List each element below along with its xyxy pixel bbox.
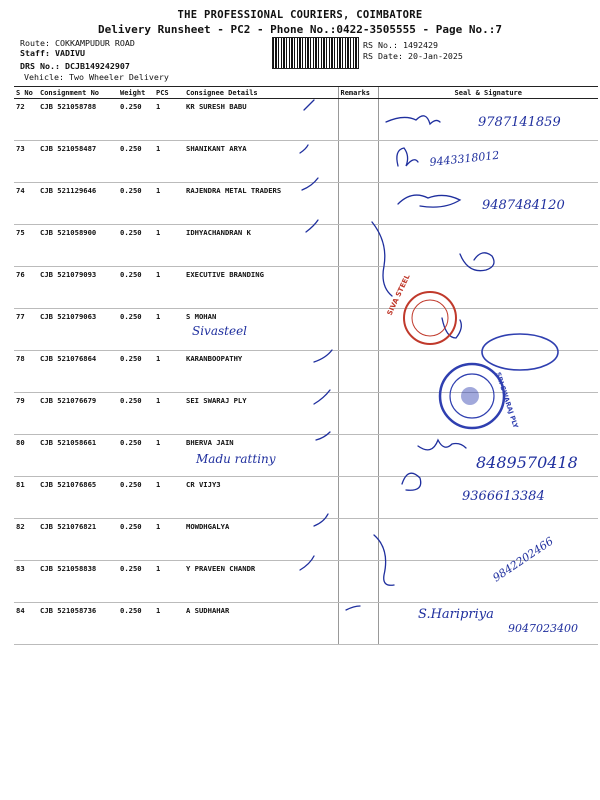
consignment-cell: CJB 521076821: [38, 519, 118, 561]
weight-cell: 0.250: [118, 603, 154, 645]
pcs-cell: 1: [154, 351, 184, 393]
handwritten-name: S.Haripriya: [418, 607, 494, 622]
weight-cell: 0.250: [118, 561, 154, 603]
signature-cell: [378, 99, 598, 141]
runsheet-table: [14, 86, 598, 645]
table-row: [14, 393, 598, 435]
weight-cell: 0.250: [118, 225, 154, 267]
stamp-text-swaraj: SRI SWARAJ PLY: [494, 371, 520, 430]
weight-cell: 0.250: [118, 351, 154, 393]
pcs-cell: 1: [154, 225, 184, 267]
table-row: [14, 267, 598, 309]
remarks-cell: [338, 393, 378, 435]
runsheet-title: Delivery Runsheet - PC2 - Phone No.:0422-3505555 - Page No.:7: [98, 23, 502, 36]
pcs-cell: 1: [154, 393, 184, 435]
remarks-cell: [338, 435, 378, 477]
pcs-cell: 1: [154, 141, 184, 183]
table-row: [14, 309, 598, 351]
consignment-cell: CJB 521129646: [38, 183, 118, 225]
vehicle-line: [24, 72, 169, 82]
remarks-cell: [338, 561, 378, 603]
table-row: [14, 351, 598, 393]
consignee-cell: Y PRAVEEN CHANDR: [184, 561, 338, 603]
remarks-cell: [338, 351, 378, 393]
consignment-cell: CJB 521058838: [38, 561, 118, 603]
rs-date-value: 20-Jan-2025: [407, 51, 463, 61]
col-sno: S No: [14, 87, 38, 99]
remarks-cell: [338, 519, 378, 561]
consignment-cell: CJB 521076864: [38, 351, 118, 393]
consignee-cell: KR SURESH BABU: [184, 99, 338, 141]
consignee-cell: EXECUTIVE BRANDING: [184, 267, 338, 309]
pcs-cell: 1: [154, 99, 184, 141]
route-value: COKKAMPUDUR ROAD: [54, 38, 135, 48]
table-row: [14, 435, 598, 477]
consignee-cell: SHANIKANT ARYA: [184, 141, 338, 183]
consignment-cell: CJB 521058736: [38, 603, 118, 645]
remarks-cell: [338, 267, 378, 309]
consignee-cell: CR VIJY3: [184, 477, 338, 519]
consignment-cell: CJB 521076865: [38, 477, 118, 519]
weight-cell: 0.250: [118, 309, 154, 351]
vehicle-value: Two Wheeler Delivery: [68, 72, 169, 82]
consignee-cell: IDHYACHANDRAN K: [184, 225, 338, 267]
remarks-cell: [338, 309, 378, 351]
sno-cell: 72: [14, 99, 38, 141]
consignment-cell: CJB 521079093: [38, 267, 118, 309]
staff-line: [20, 48, 85, 58]
pcs-cell: 1: [154, 267, 184, 309]
weight-cell: 0.250: [118, 141, 154, 183]
weight-cell: 0.250: [118, 435, 154, 477]
table-row: [14, 561, 598, 603]
rs-no-value: 1492429: [402, 40, 438, 50]
pcs-cell: 1: [154, 183, 184, 225]
route-line: [20, 38, 135, 48]
sno-cell: 75: [14, 225, 38, 267]
consignment-cell: CJB 521079063: [38, 309, 118, 351]
sno-cell: 77: [14, 309, 38, 351]
company-title: THE PROFESSIONAL COURIERS, COIMBATORE: [177, 9, 423, 21]
signature-cell: [378, 519, 598, 561]
rs-no-label: RS No.:: [363, 40, 398, 50]
consignee-cell: RAJENDRA METAL TRADERS: [184, 183, 338, 225]
consignee-cell: S MOHAN: [184, 309, 338, 351]
signature-cell: [378, 309, 598, 351]
consignee-cell: KARANBOOPATHY: [184, 351, 338, 393]
consignee-cell: MOWDHGALYA: [184, 519, 338, 561]
signature-cell: [378, 183, 598, 225]
handwritten-phone: 9842202466: [490, 534, 556, 585]
weight-cell: 0.250: [118, 267, 154, 309]
weight-cell: 0.250: [118, 393, 154, 435]
sno-cell: 83: [14, 561, 38, 603]
consignee-cell: BHERVA JAIN: [184, 435, 338, 477]
pcs-cell: 1: [154, 519, 184, 561]
sno-cell: 79: [14, 393, 38, 435]
signature-cell: [378, 351, 598, 393]
col-remarks: Remarks: [338, 87, 378, 99]
signature-cell: [378, 393, 598, 435]
signature-cell: [378, 435, 598, 477]
consignment-cell: CJB 521076679: [38, 393, 118, 435]
sno-cell: 84: [14, 603, 38, 645]
remarks-cell: [338, 141, 378, 183]
signature-cell: [378, 603, 598, 645]
col-signature: Seal & Signature: [378, 87, 598, 99]
handwritten-phone: 9366613384: [462, 489, 545, 504]
remarks-cell: [338, 477, 378, 519]
signature-cell: [378, 141, 598, 183]
consignee-cell: SEI SWARAJ PLY: [184, 393, 338, 435]
signature-cell: [378, 477, 598, 519]
col-consignment: Consignment No: [38, 87, 118, 99]
vehicle-label: Vehicle:: [24, 72, 64, 82]
sno-cell: 82: [14, 519, 38, 561]
signature-cell: [378, 561, 598, 603]
handwritten-name: Sivasteel: [192, 324, 248, 338]
drs-value: DCJB149242907: [64, 61, 130, 71]
table-header-row: [14, 87, 598, 99]
drs-line: [20, 61, 130, 71]
sno-cell: 81: [14, 477, 38, 519]
table-row: [14, 477, 598, 519]
sno-cell: 76: [14, 267, 38, 309]
table-row: [14, 519, 598, 561]
table-row: [14, 183, 598, 225]
pcs-cell: 1: [154, 603, 184, 645]
remarks-cell: [338, 225, 378, 267]
weight-cell: 0.250: [118, 477, 154, 519]
sno-cell: 80: [14, 435, 38, 477]
remarks-cell: [338, 603, 378, 645]
table-row: [14, 141, 598, 183]
stamp-text-siva: SIVA STEEL: [385, 273, 412, 317]
handwritten-phone: 9443318012: [428, 148, 500, 169]
weight-cell: 0.250: [118, 519, 154, 561]
handwritten-phone: 9047023400: [508, 622, 578, 635]
drs-label: DRS No.:: [20, 61, 60, 71]
rs-date-label: RS Date:: [363, 51, 403, 61]
handwritten-phone: 8489570418: [476, 453, 578, 472]
sno-cell: 73: [14, 141, 38, 183]
sno-cell: 74: [14, 183, 38, 225]
sno-cell: 78: [14, 351, 38, 393]
consignment-cell: CJB 521058661: [38, 435, 118, 477]
rs-no-line: [363, 40, 438, 50]
pcs-cell: 1: [154, 477, 184, 519]
pcs-cell: 1: [154, 435, 184, 477]
col-weight: Weight: [118, 87, 154, 99]
signature-cell: [378, 267, 598, 309]
col-pcs: PCS: [154, 87, 184, 99]
consignment-cell: CJB 521058900: [38, 225, 118, 267]
weight-cell: 0.250: [118, 99, 154, 141]
barcode: [272, 37, 359, 69]
table-row: [14, 99, 598, 141]
remarks-cell: [338, 99, 378, 141]
pcs-cell: 1: [154, 309, 184, 351]
handwritten-name: Madu rattiny: [196, 452, 276, 466]
rs-date-line: [363, 51, 463, 61]
route-label: Route:: [20, 38, 50, 48]
col-consignee: Consignee Details: [184, 87, 338, 99]
remarks-cell: [338, 183, 378, 225]
consignee-cell: A SUDHAHAR: [184, 603, 338, 645]
handwritten-phone: 9487484120: [482, 198, 565, 213]
table-row: [14, 603, 598, 645]
staff-label: Staff:: [20, 48, 50, 58]
table-row: [14, 225, 598, 267]
pcs-cell: 1: [154, 561, 184, 603]
staff-value: VADIVU: [54, 48, 85, 58]
consignment-cell: CJB 521058788: [38, 99, 118, 141]
handwritten-phone: 9787141859: [478, 115, 561, 130]
consignment-cell: CJB 521058487: [38, 141, 118, 183]
weight-cell: 0.250: [118, 183, 154, 225]
signature-cell: [378, 225, 598, 267]
